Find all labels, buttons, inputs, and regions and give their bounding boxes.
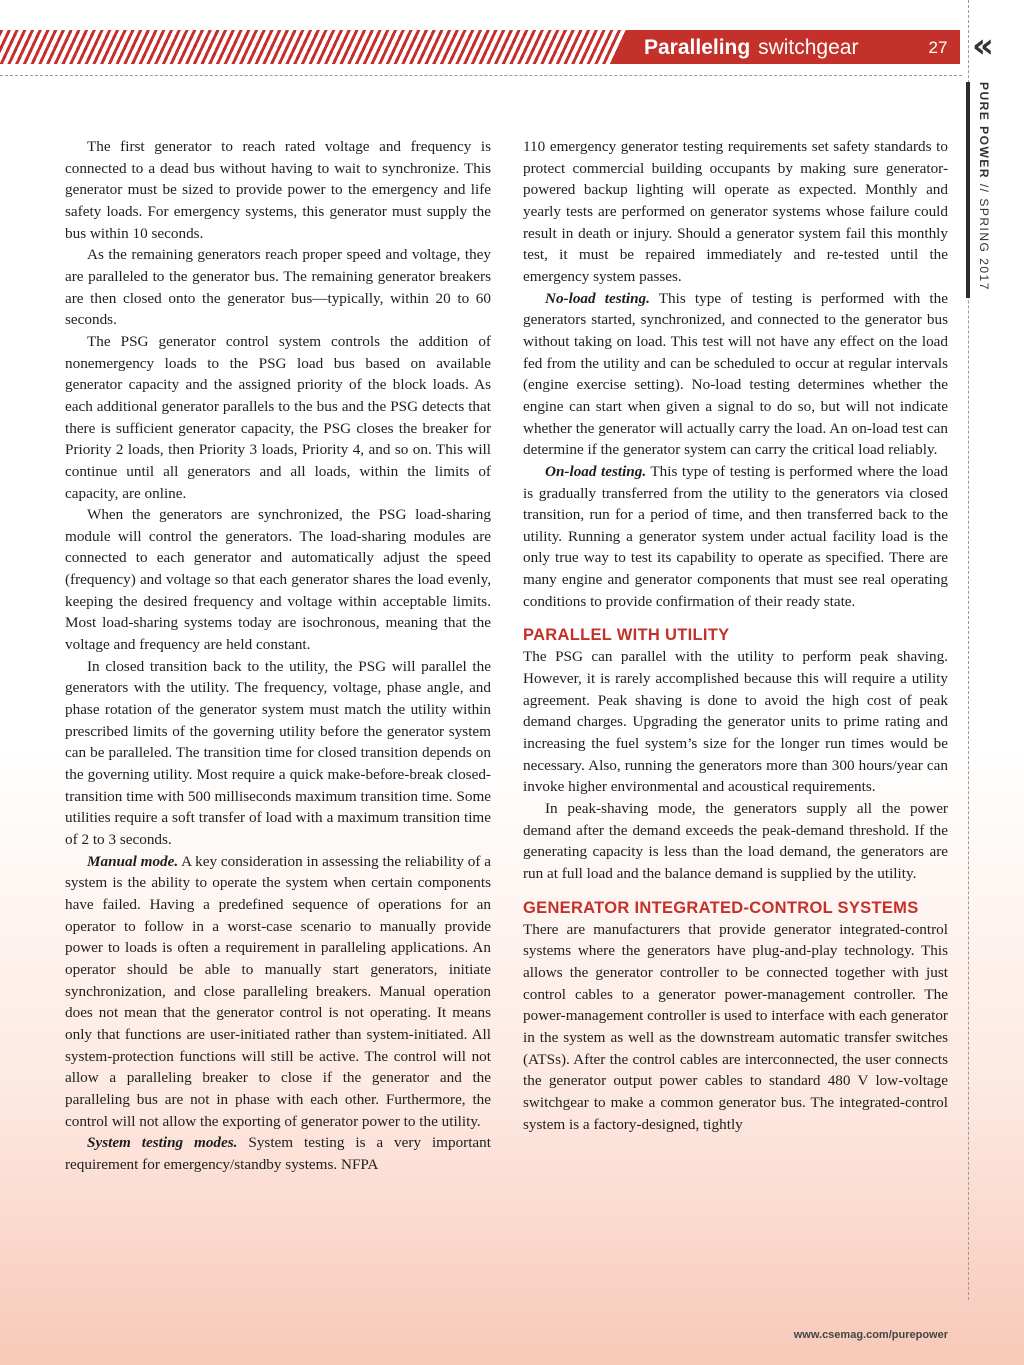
publication-name: PURE POWER [977,82,991,180]
section-title-rest: switchgear [758,36,859,59]
paragraph: There are manufacturers that provide generator integrated-control systems where the generators have plug-and-play technology. This allows the generator controller to be connected together with just control cables to a generator power-management controller. The power-management controller is used to interface with each generator in the system as well as the downstream automatic transfer switches (ATSs). After the control cables are interconnected, the user connects the generator output power cables to standard 480 V low-voltage switchgear to make a common generator bus. The integrated-control system is a factory-designed, tightly [523,920,948,1133]
paragraph-body: A key consideration in assessing the reliability of a system is the ability to operate the system when certain components have failed. Having a predefined sequence of operations for an operator to follow in a worst-case scenario to manually provide power to loads is often a requirement in paralleling applications. An operator should be able to manually start generators, initiate synchronization, and close paralleling breakers. Manual operation does not mean that the generator control is not operating. It means only that functions are user-initiated rather than system-initiated. All system-protection functions will still be active. The control will not allow a paralleling breaker to close if the generator and the paralleling bus are not in phase with each other. Furthermore, the control will not allow the exporting of generator power to the utility. [65,852,491,1130]
section-title [644,30,858,64]
publication-issue-label [977,82,991,291]
right-text-column [523,136,948,1135]
paragraph-body: This type of testing is performed with the generators started, synchronized, and connected to the generator bus without taking on load. This test will not have any effect on the load fed from the utility and can be scheduled to occur at regular intervals (engine exercise setting). No-load testing determines whether the engine can start when given a signal to do so, but will not indicate whether the generator will actually carry the load. An on-load test can determine if the generator system can carry the critical load reliably. [523,289,948,459]
sidebar-accent-bar [966,82,970,298]
paragraph [65,851,491,1133]
section-heading: PARALLEL WITH UTILITY [523,626,730,645]
paragraph: The first generator to reach rated voltage and frequency is connected to a dead bus without having to wait to synchronize. This generator must be sized to provide power to the emergency and life safety loads. For emergency systems, this generator must supply the bus within 10 seconds. [65,138,491,242]
paragraph: In closed transition back to the utility, the PSG will parallel the generators with the utility. The frequency, voltage, phase angle, and phase rotation of the generator system must match the utility within prescribed limits of the governing utility before the generator system can be paralleled. The transition time for closed transition depends on the governing utility. Most require a quick make-before-break closed-transition time with 500 milliseconds maximum transition time. Some utilities require a soft transfer of load with a maximum transition time of 2 to 3 seconds. [65,657,491,848]
footer-url: www.csemag.com/purepower [793,1329,948,1341]
paragraph: 110 emergency generator testing requirements set safety standards to protect commercial building occupants by making sure generator-powered backup lighting will operate as expected. Monthly and yearly tests are performed on generator systems whose failure could result in death or injury. Should a generator system fail this monthly test, it must be repaired immediately and re-tested until the emergency system passes. [523,138,948,285]
section-heading: GENERATOR INTEGRATED-CONTROL SYSTEMS [523,898,919,917]
left-text-column [65,136,491,1176]
double-chevron-left-icon: « [972,26,994,66]
paragraph: As the remaining generators reach proper speed and voltage, they are paralleled to the generator bus. The remaining generator breakers are then closed onto the generator bus—typically, within 20 to 60 seconds. [65,246,491,329]
header-dashed-rule [0,75,962,76]
run-in-heading: Manual mode. [87,852,179,870]
run-in-heading: On-load testing. [545,462,647,480]
page-number: 27 [928,38,948,57]
run-in-heading: No-load testing. [545,289,650,307]
issue-date: // SPRING 2017 [977,179,991,291]
paragraph [65,1132,491,1175]
paragraph-body: This type of testing is performed where the load is gradually transferred from the utility to the generators via closed transition, run for a period of time, and then transferred back to the utility. Running a generator system under actual facility load is the only true way to test its capability to operate as specified. There are many engine and generator components that must see real operating conditions to provide confirmation of their ready state. [523,462,948,610]
paragraph: The PSG can parallel with the utility to perform peak shaving. However, it is rarely accomplished because this will require a utility agreement. Peak shaving is done to avoid the high cost of peak demand charges. Upgrading the generator units to prime rating and increasing the fuel system’s size for the longer run times would be necessary. Also, running the generators more than 300 hours/year can invoke higher environmental and acoustical requirements. [523,648,948,796]
paragraph [523,461,948,613]
section-title-bold: Paralleling [644,36,751,59]
paragraph-body: System testing is a very important requirement for emergency/standby systems. NFPA [65,1134,491,1173]
paragraph [523,288,948,461]
paragraph: When the generators are synchronized, the PSG load-sharing module will control the generators. The load-sharing modules are connected to each generator and automatically adjust the speed (frequency) and voltage so that each generator shares the load evenly, keeping the desired frequency and voltage within acceptable limits. Most load-sharing systems today are isochronous, meaning that the voltage and frequency are held constant. [65,506,491,654]
paragraph: The PSG generator control system controls the addition of nonemergency loads to the PSG load bus based on available generator capacity and the assigned priority of the block loads. As each additional generator parallels to the bus and the PSG detects that there is sufficient generator capacity, the PSG closes the breaker for Priority 2 loads, then Priority 3 loads, Priority 4, and so on. This will continue until all generators and all loads, within the limits of capacity, are online. [65,332,491,502]
run-in-heading: System testing modes. [87,1134,238,1152]
paragraph: In peak-shaving mode, the generators supply all the power demand after the demand exceeds the peak-demand threshold. If the generating capacity is less than the load demand, the generators are run at full load and the balance demand is supplied by the utility. [523,800,948,882]
